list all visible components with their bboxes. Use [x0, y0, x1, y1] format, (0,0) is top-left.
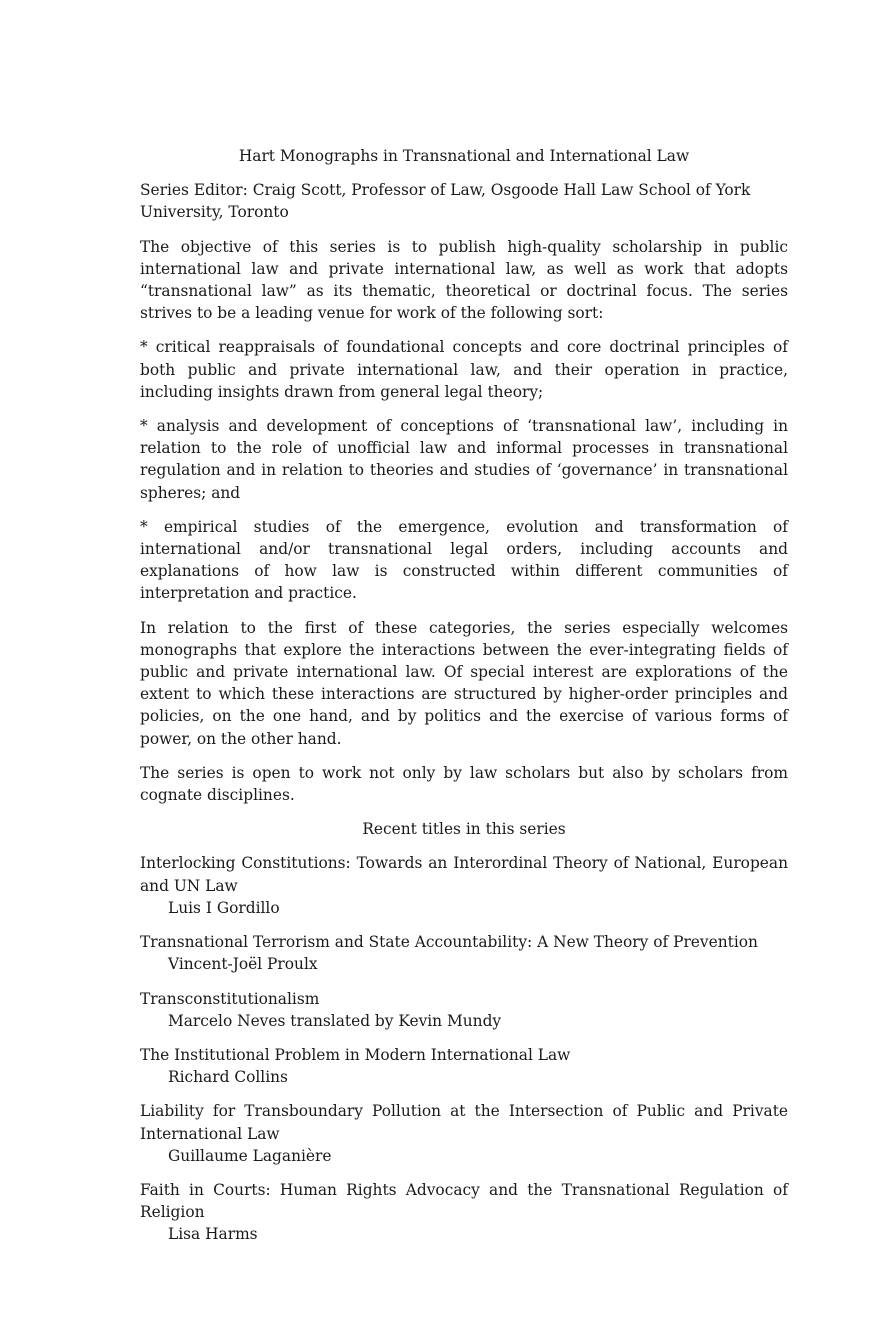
series-intro: The objective of this series is to publish high-quality scholarship in public international law and private international law, as well as work that adopts “transnational law” as its thematic, theoretical or doctrinal focus. The series strives to be a leading venue for work of the following sort: — [140, 237, 788, 323]
list-item — [140, 1100, 788, 1167]
bullet-item: * empirical studies of the emergence, evolution and transformation of international and/or transnational legal orders, including accounts and explanations of how law is constructed within different communities of interpretation and practice. — [140, 517, 788, 603]
series-heading: Hart Monographs in Transnational and International Law — [238, 147, 690, 165]
book-author: Lisa Harms — [168, 1225, 258, 1244]
list-item — [140, 1044, 788, 1088]
list-item — [140, 988, 788, 1032]
book-title: The Institutional Problem in Modern International Law — [140, 1045, 571, 1064]
book-title: Faith in Courts: Human Rights Advocacy and the Transnational Regulation of Religion — [140, 1180, 788, 1222]
book-title: Liability for Transboundary Pollution at the Intersection of Public and Private International Law — [140, 1102, 788, 1143]
series-paragraph: The series is open to work not only by law scholars but also by scholars from cognate disciplines. — [140, 763, 788, 805]
book-author: Luis I Gordillo — [168, 898, 280, 917]
book-author: Guillaume Laganière — [168, 1146, 332, 1165]
recent-titles-heading: Recent titles in this series — [362, 820, 566, 839]
book-author: Marcelo Neves translated by Kevin Mundy — [168, 1011, 502, 1030]
book-author: Vincent-Joël Proulx — [168, 955, 318, 974]
bullet-item: * analysis and development of conceptions of ‘transnational law’, including in relation to the role of unofficial law and informal processes in transnational regulation and in relation to theories and studies of ‘governance’ in transnational spheres; and — [140, 417, 788, 502]
list-item — [140, 931, 788, 975]
book-title: Transconstitutionalism — [140, 989, 320, 1008]
list-item — [140, 1179, 788, 1246]
book-title: Transnational Terrorism and State Accountability: A New Theory of Prevention — [140, 933, 758, 952]
book-author: Richard Collins — [168, 1068, 288, 1087]
series-paragraph: In relation to the first of these categories, the series especially welcomes monographs that explore the interactions between the ever-integrating fields of public and private international law. Of special interest are explorations of the extent to which these interactions are structured by higher-order principles and policies, on the one hand, and by politics and the exercise of various forms of power, on the other hand. — [140, 618, 788, 748]
bullet-item: * critical reappraisals of foundational concepts and core doctrinal principles of both public and private international law, and their operation in practice, including insights drawn from general legal theory; — [140, 338, 788, 401]
book-title: Interlocking Constitutions: Towards an Interordinal Theory of National, European and UN Law — [140, 854, 788, 895]
list-item — [140, 852, 788, 919]
series-editor: Series Editor: Craig Scott, Professor of Law, Osgoode Hall Law School of York University, Toronto — [140, 181, 751, 222]
text-block — [140, 145, 788, 1258]
